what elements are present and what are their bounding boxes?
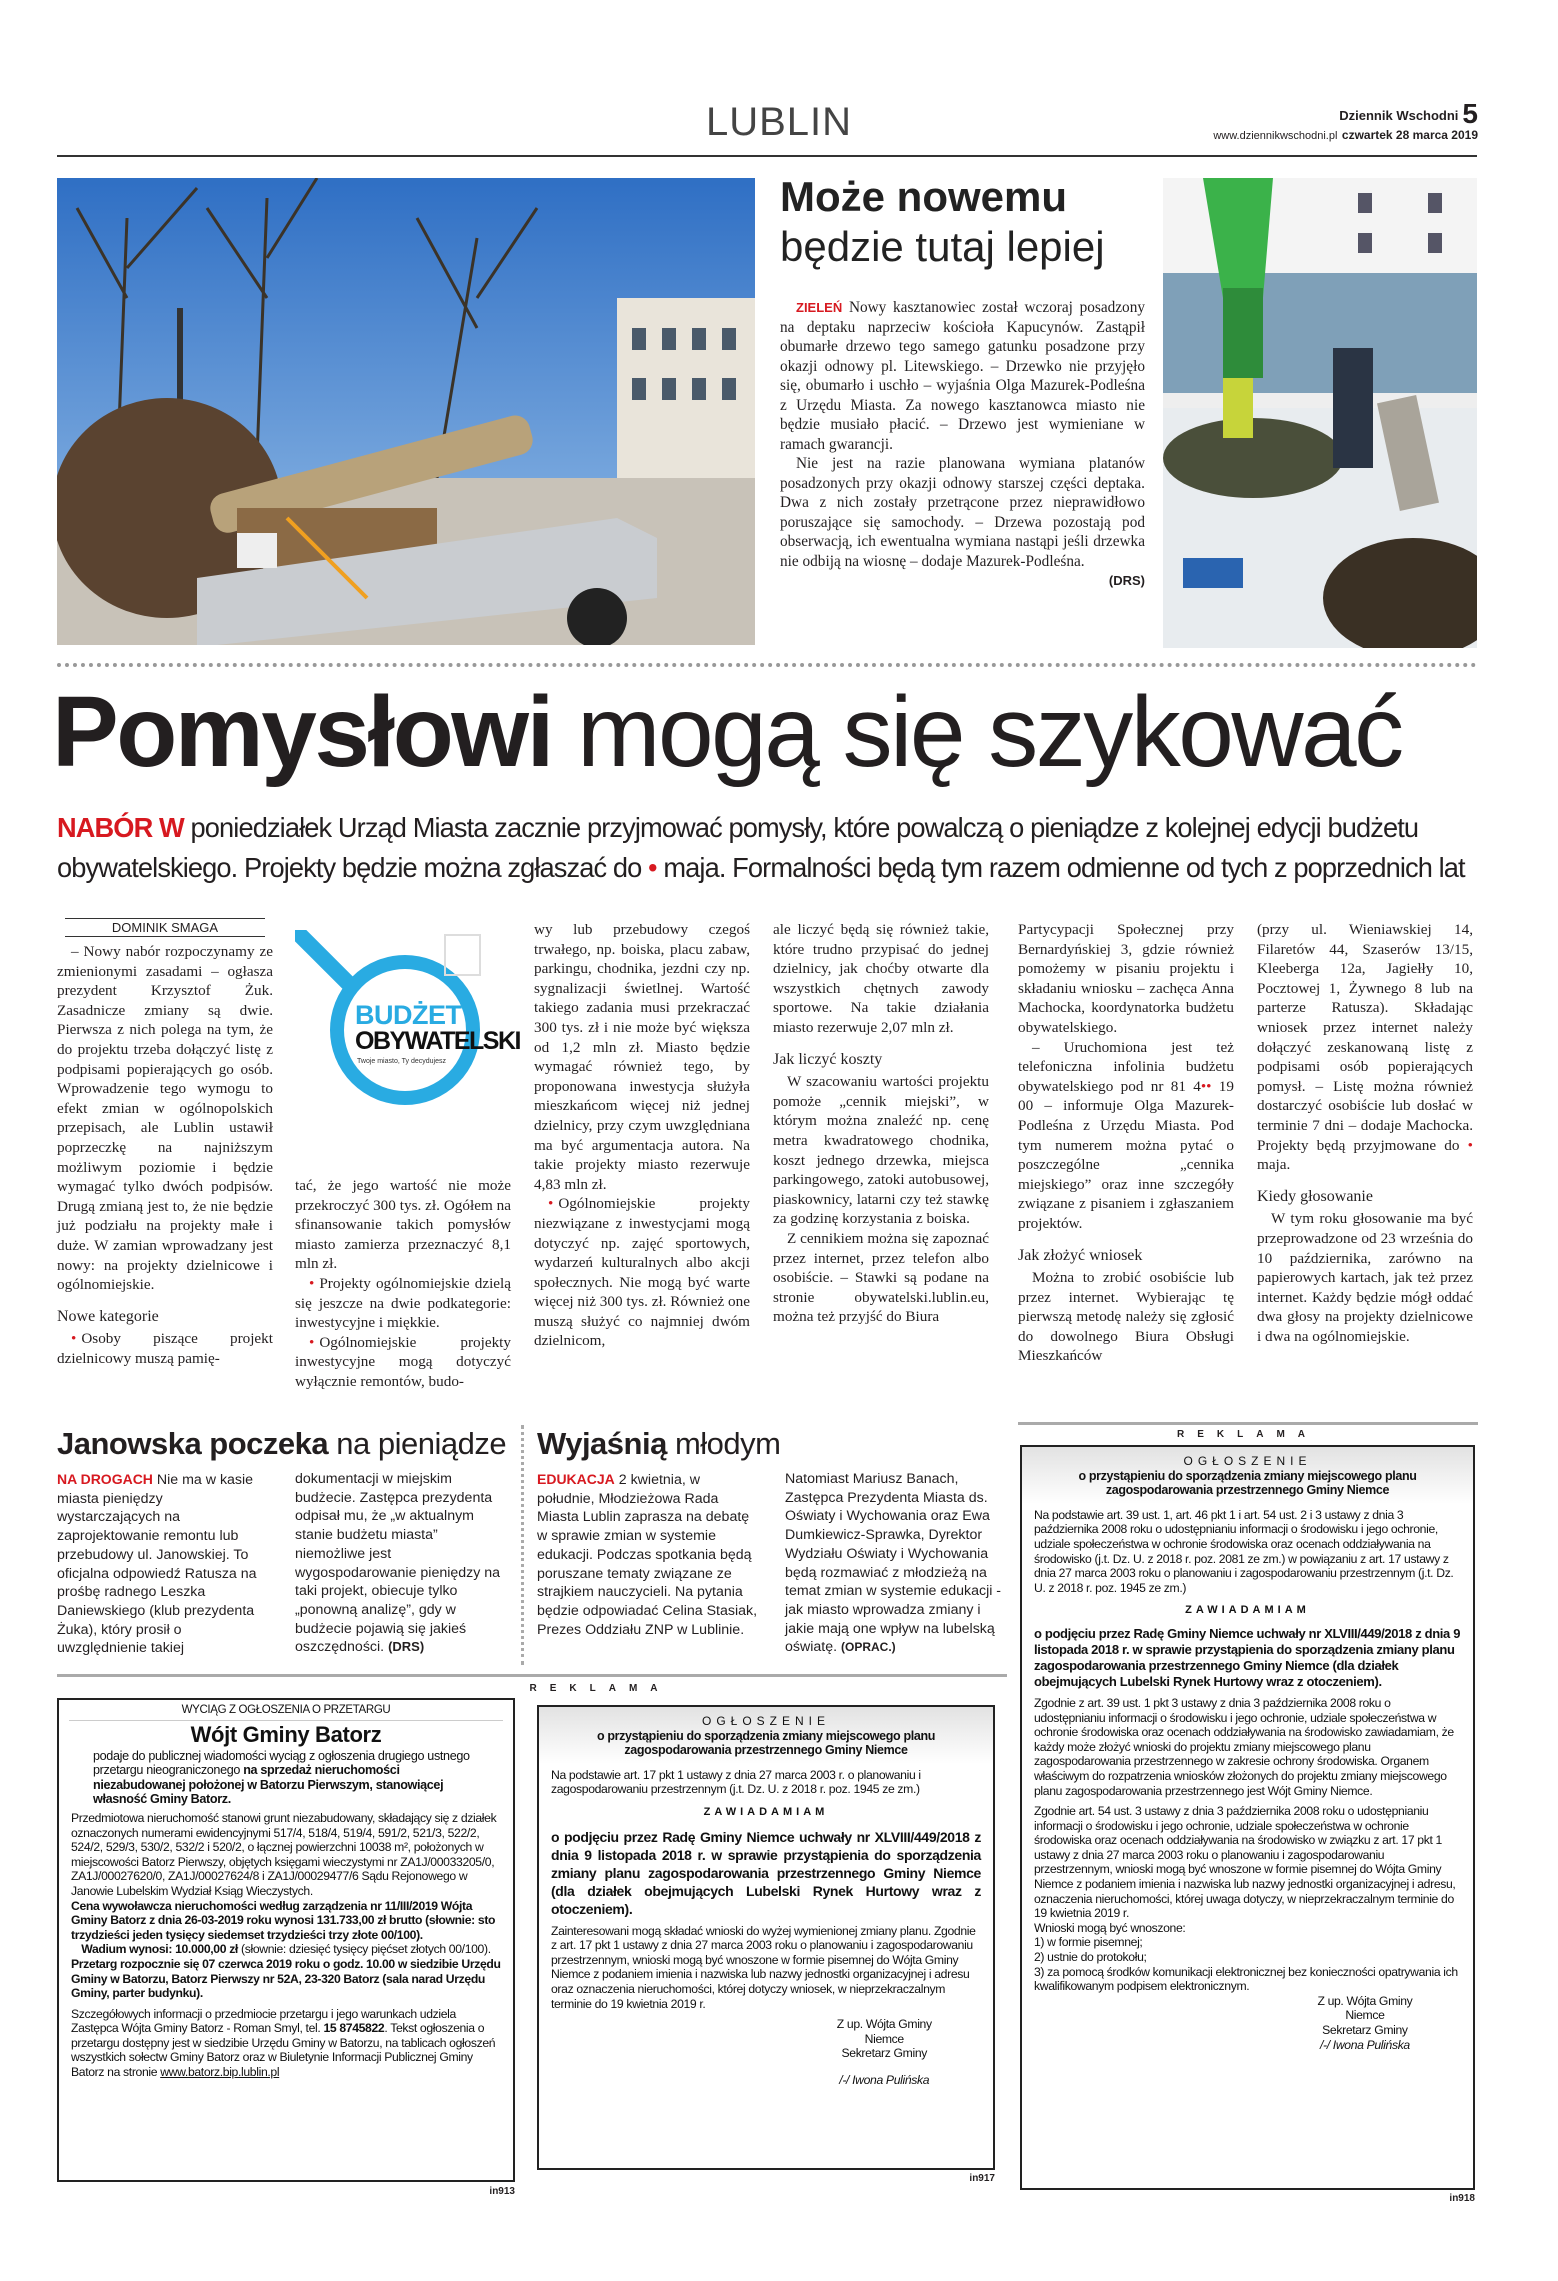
ad3-label: OGŁOSZENIE [701, 1714, 831, 1728]
main-headline-rest: mogą się szykować [577, 676, 1402, 788]
article-column-5 [1018, 920, 1234, 1366]
brief-mlodzi-text: 2 kwietnia, w południe, Młodzieżowa Rada Miasta Lublin zaprasza na debatę w sprawie zmian w systemie edukacji. Podczas spotkania będą poruszane tematy związane ze strajkiem nauczycieli. Na pytania będzie odpowiadać Celina Stasiak, Prezes Oddziału ZNP w Lublinie. Natomiast Mariusz Banach, Zastępca Prezydenta Miasta ds. Oświaty i Wychowania oraz Ewa Dumkiewicz-Sprawka, Dyrektor Wydziału Oświaty i Wychowania będą rozmawiać z młodzieżą na temat zmian w systemie edukacji - jak miasto wprowadza zmiany i jakie mają one wpływ na lubelską oświatę. [537, 1471, 1002, 1656]
brief-mlodzi-signature: (OPRAC.) [841, 1640, 896, 1655]
paragraph: – Uruchomiona jest też telefoniczna infolinia budżetu obywatelskiego pod nr 81 4•• 19 00 – informuje Olga Mazurek-Podleśna z Urzędu Miasta. Pod tym numerem można pytać o poszczególne „cennika miejskiego” oraz inne szczegóły związane z pisaniem i zgłaszaniem projektów. [1018, 1038, 1234, 1232]
main-headline-bold: Pomysłowi [52, 676, 552, 788]
ad2-signature [1269, 1994, 1461, 2052]
ad1-info-2: Tekst ogłoszenia o przetargu dostępny jest w siedzibie Urzędu Gminy w Batorzu, na tablicach ogłoszeń wszystkich sołectw Gminy Batorz oraz w Biuletynie Informacji Publicznej Gminy Batorz na stronie [71, 2021, 496, 2080]
brief-divider [521, 1425, 524, 1665]
ad3-sign-line: Z up. Wójta Gminy [836, 2017, 932, 2032]
main-headline [52, 672, 1402, 792]
red-dot: • [1200, 1077, 1207, 1095]
main-lede [57, 808, 1473, 888]
section-title: LUBLIN [705, 100, 853, 144]
logo-line-2: OBYWATELSKI [355, 1027, 520, 1055]
ad2-list-item: 3) za pomocą środków komunikacji elektronicznej bez konieczności opatrywania ich kwalifikowanym podpisem elektronicznym. [1034, 1964, 1458, 1994]
brief-janowska-signature: (DRS) [388, 1639, 425, 1655]
paragraph: • Osoby piszące projekt dzielnicowy muszą pamię- [57, 1329, 273, 1368]
lede-red-dot: • [648, 852, 657, 883]
subheading: Nowe kategorie [57, 1307, 159, 1325]
ad2-list-item: 2) ustnie do protokołu; [1034, 1950, 1147, 1965]
ad3-basis: Na podstawie art. 17 pkt 1 ustawy z dnia 27 marca 2003 r. o planowaniu i zagospodarowaniu przestrzennym (j.t. Dz. U. z 2018 r. poz. 1945 ze zm.) [551, 1767, 921, 1797]
top-paragraph-2: Nie jest na razie planowana wymiana platanów posadzonych przy okazji odnowy starszej części deptaka. Dwa z nich zostały przetrącone przez nieprawidłowo poruszające się samochody. – Drzewa pozostają pod obserwacją, ich ewentualna wymiana nastąpi jeśli drzewka nie odbiją na wiosnę – dodaje Mazurek-Podleśna. [780, 455, 1145, 570]
ad1-code: in913 [489, 2186, 515, 2197]
article-column-6 [1257, 920, 1473, 1346]
subheading: Jak liczyć koszty [773, 1050, 883, 1068]
brief-mlodzi-headline [537, 1424, 1007, 1464]
ad1-top: WYCIĄG Z OGŁOSZENIA O PRZETARGU [69, 1700, 503, 1721]
ad-niemce-short [537, 1705, 995, 2170]
ad1-info: Szczegółowych informacji o przedmiocie przetargu i jego warunkach udziela Zastępca Wójta Gminy Batorz - Roman Smyl, tel. [71, 2006, 456, 2036]
red-dot: • [1206, 1077, 1212, 1095]
brief-janowska-headline-rest: na pieniądze [336, 1426, 507, 1461]
red-dot: • [1467, 1136, 1473, 1154]
ad1-wadium: Wadium wynosi: 10.000,00 zł [81, 1942, 238, 1957]
ad2-paragraph-2: Zgodnie art. 54 ust. 3 ustawy z dnia 3 października 2008 roku o udostępnianiu informacji o środowisku i jego ochronie, udziale społeczeństwa w ochronie środowiska oraz ocenach oddziaływania na środowisko w związku z art. 17 pkt 1 ustawy z dnia 27 marca 2003 roku o planowaniu i zagospodarowaniu przestrzennym, wnioski mogą być wnoszone w formie pisemnej do Wójta Gminy Niemce z podaniem imienia i nazwiska lub nazwy jednostki organizacyjnej i adresu, oznaczenia nieruchomości, której uwaga dotyczy, w nieprzekraczalnym terminie do 19 kwietnia 2019 r. [1034, 1804, 1456, 1921]
paragraph: Partycypacji Społecznej przy Bernardyńskiej 3, gdzie również pomożemy w pisaniu projektu i składaniu wniosku – zachęca Anna Machocka, koordynatorka budżetu obywatelskiego. [1018, 921, 1234, 1036]
ad2-list-title: Wnioski mogą być wnoszone: [1034, 1920, 1186, 1935]
paragraph: W tym roku głosowanie ma być przeprowadzone od 23 września do 10 października, zarówno na papierowych kartach, jak też przez internet. Każdy będzie mógł oddać dwa głosy na projekty dzielnicowe i dwa na ogólnomiejskie. [1257, 1210, 1473, 1345]
ad3-code: in917 [969, 2173, 995, 2184]
page-number: 5 [1462, 98, 1478, 129]
ad2-title: o przystąpieniu do sporządzenia zmiany miejscowego planu zagospodarowania przestrzennego Gminy Niemce [1078, 1468, 1417, 1498]
ad1-title: Wójt Gminy Batorz [190, 1721, 382, 1747]
paragraph: Z cennikiem można się zapoznać przez internet, przez telefon albo osobiście. – Stawki są podane na stronie obywatelski.lublin.eu, można też przyjść do Biura [773, 1229, 989, 1326]
ad-label-bottom: REKLAMA [529, 1683, 671, 1694]
brief-janowska-text: Nie ma w kasie miasta pieniędzy wystarczających na zaprojektowanie remontu lub przebudowy ul. Janowskiej. To oficjalna odpowiedź Ratusza na prośbę radnego Leszka Daniewskiego (klub prezydenta Żuka), który prosił o uwzględnienie takiej dokumentacji w miejskim budżecie. Zastępca prezydenta odpisał mu, że „w aktualnym stanie budżetu miasta” niemożliwe jest wygospodarowanie pieniędzy na taki projekt, obiecuje tylko „ponowną analizę”, gdy w budżecie pojawią się jakieś oszczędności. [57, 1471, 501, 1657]
lede-kicker: NABÓR W [57, 812, 184, 843]
ad1-intro-bold: na sprzedaż nieruchomości niezabudowanej położonej w Batorzu Pierwszym, stanowiącej własność Gminy Batorz. [93, 1763, 444, 1807]
paragraph: • Ogólnomiejskie projekty niezwiązane z inwestycjami mogą dotyczyć np. zajęć sportowych, wydarzeń kulturalnych albo akcji społecznych. Nie mogą być warte więcej niż 300 tys. zł. Również one muszą służyć co najmniej dwóm dzielnicom, [534, 1194, 750, 1351]
brief-janowska-headline [57, 1424, 507, 1464]
issue-date: czwartek 28 marca 2019 [1341, 128, 1478, 142]
ad3-sign-name: /-/ Iwona Pulińska [839, 2072, 930, 2087]
lede-part-2: maja. Formalności będą tym razem odmienne od tych z poprzednich lat [663, 852, 1465, 883]
header-rule [57, 155, 1477, 157]
logo-line-1: BUDŻET [355, 1000, 462, 1030]
article-column-4 [773, 920, 989, 1327]
ad2-resolution: o podjęciu przez Radę Gminy Niemce uchwały nr XLVIII/449/2018 z dnia 9 listopada 2018 r. w sprawie przystąpienia do sporządzenia zmiany planu zagospodarowania przestrzennego Gminy Niemce (dla działek obejmujących Lubelski Rynek Hurtowy wraz z otoczeniem). [1034, 1625, 1461, 1689]
ad3-body: Zainteresowani mogą składać wnioski do wyżej wymienionej zmiany planu. Zgodnie z art. 17 pkt 1 ustawy z dnia 27 marca 2003 roku o planowaniu i zagospodarowaniu przestrzennym, wnioski mogą być wnoszone w formie pisemnej do Wójta Gminy Niemce z podaniem imienia i nazwiska lub nazwy jednostki organizacyjnej i adresu oraz oznaczenia nieruchomości, której dotyczy wniosek, w nieprzekraczalnym terminie do 19 kwietnia 2019 r. [551, 1923, 976, 2011]
ad2-sign-line: Z up. Wójta Gminy [1317, 1993, 1413, 2008]
ad-top-rule [1018, 1422, 1478, 1425]
top-story-body [780, 298, 1145, 591]
budzet-obywatelski-logo [295, 930, 520, 1110]
paper-name: Dziennik Wschodni [1339, 108, 1459, 123]
top-headline-rest: będzie tutaj lepiej [780, 223, 1105, 270]
ad1-wadium-words: (słownie: dziesięć tysięcy pięćset złotych 00/100). [241, 1942, 491, 1957]
paragraph: ale liczyć będą się również takie, które trudno przypisać do jednej dzielnicy, jak choćby otwarte dla wszystkich chętnych zawody sportowe. Na takie działania miasto rezerwuje 2,07 mln zł. [773, 921, 989, 1036]
ad2-basis: Na podstawie art. 39 ust. 1, art. 46 pkt 1 i art. 54 ust. 2 i 3 ustawy z dnia 3 października 2008 roku o udostępnianiu informacji o środowisku i jego ochronie, udziale społeczeństwa w ochronie środowiska oraz ocenach oddziaływania na środowisko (j.t. Dz. U. z 2018 r. poz. 2081 ze zm.) w powiązaniu z art. 17 ustawy z dnia 27 marca 2003 roku o planowaniu i zagospodarowaniu przestrzennym (j.t. Dz. U. z 2018 r. poz. 1945 ze zm.) [1034, 1507, 1454, 1595]
ad3-sign-line: Niemce [864, 2031, 904, 2046]
photo-workers-planting [1163, 178, 1477, 648]
briefs-bottom-rule [57, 1674, 1007, 1677]
ad1-intro: podaje do publicznej wiadomości wyciąg z ogłoszenia drugiego ustnego przetargu nieograniczonego [93, 1748, 470, 1778]
ad2-zawiadamiam: ZAWIADAMIAM [1185, 1604, 1310, 1617]
paragraph: Można to zrobić osobiście lub przez internet. Wybierając tę pierwszą metodę należy się zgłosić do dowolnego Biura Obsługi Mieszkańców [1018, 1269, 1234, 1365]
paragraph: – Nowy nabór rozpoczynamy ze zmienionymi zasadami – ogłasza prezydent Krzysztof Żuk. Zasadnicze zmiany są dwie. Pierwsza z nich polega na tym, że do projektu trzeba dołączyć listę z podpisami popierających go osób. Wprowadzenie tego wymogu to efekt zmian w ogólnopolskich przepisach, ale Lublin ustawił poprzeczkę na najniższym możliwym poziomie i będzie wymagać tylko dwóch podpisów. Drugą zmianą jest to, że nie będzie już podziału na projekty małe i duże. W zamian wprowadzany jest nowy: na projekty dzielnicowe i ogólnomiejskie. [57, 943, 273, 1294]
ad2-sign-line: Sekretarz Gminy [1322, 2023, 1408, 2037]
ad2-code: in918 [1449, 2193, 1475, 2204]
ad1-date: Przetarg rozpocznie się 07 czerwca 2019 roku o godz. 10.00 w siedzibie Urzędu Gminy w Batorzu, Batorz Pierwszy nr 52A, 23-320 Batorz (sala narad Urzędu Gminy, parter budynku). [71, 1956, 501, 2001]
brief-mlodzi [537, 1424, 1007, 1657]
top-kicker: ZIELEŃ [796, 300, 843, 315]
ad-label-right: REKLAMA [1177, 1429, 1318, 1440]
subheading: Jak złożyć wniosek [1018, 1246, 1143, 1264]
subheading: Kiedy głosowanie [1257, 1187, 1373, 1205]
article-column-3 [534, 920, 750, 1351]
paragraph: tać, że jego wartość nie może przekroczyć 300 tys. zł. Ogółem na sfinansowanie takich pomysłów miasto zamierza przeznaczyć 8,1 mln zł. [295, 1177, 511, 1273]
ad3-zawiadamiam: ZAWIADAMIAM [703, 1805, 829, 1818]
top-signature: (DRS) [1108, 573, 1145, 588]
photo-chestnut-tree-truck [57, 178, 755, 645]
article-column-1 [57, 942, 273, 1368]
ad1-paragraph: Przedmiotowa nieruchomość stanowi grunt niezabudowany, składający się z działek oznaczonych numerami ewidencyjnymi 517/4, 518/4, 519/4, 591/2, 521/3, 522/2, 524/2, 529/3, 530/2, 532/2 i 520/2, o łącznej powierzchni 10038 m², położonych w miejscowości Batorz Pierwszy, objętych księgami wieczystymi nr ZA1J/00033205/0, ZA1J/00027620/0, ZA1J/00027624/8 i ZA1J/00029477/6 Sądu Rejonowego w Janowie Lubelskim Wydział Ksiąg Wieczystych. [71, 1810, 497, 1898]
paragraph: • Ogólnomiejskie projekty inwestycyjne mogą dotyczyć wyłącznie remontów, budo- [295, 1333, 511, 1392]
paragraph: • Projekty ogólnomiejskie dzielą się jeszcze na dwie podkategorie: inwestycyjne i miękkie. [295, 1274, 511, 1333]
site-link[interactable]: www.dziennikwschodni.pl [1213, 130, 1338, 142]
top-story-headline [780, 172, 1150, 272]
ad3-resolution: o podjęciu przez Radę Gminy Niemce uchwały nr XLVIII/449/2018 z dnia 9 listopada 2018 r. w sprawie przystąpienia do sporządzenia zmiany planu zagospodarowania przestrzennego Gminy Niemce (dla działek obejmujących Lubelski Rynek Hurtowy wraz z otoczeniem). [551, 1828, 981, 1917]
ad2-sign-name: /-/ Iwona Pulińska [1319, 2037, 1410, 2052]
brief-mlodzi-headline-rest: młodym [674, 1426, 781, 1461]
paragraph: W szacowaniu wartości projektu pomoże „cennik miejski”, w którym można znaleźć np. cenę metra kwadratowego chodnika, koszt jednego drzewka, miejsca parkingowego, zatoki autobusowej, piaskownicy, latarni czy też stawkę za godzinę korzystania z boiska. [773, 1073, 989, 1228]
masthead [1213, 98, 1478, 144]
ad1-price: Cena wywoławcza nieruchomości według zarządzenia nr 11/III/2019 Wójta Gminy Batorz z dnia 26-03-2019 roku wynosi 131.733,00 zł brutto (słownie: sto trzydzieści jeden tysięcy siedemset trzydzieści trzy złote 00/100). [71, 1898, 496, 1942]
ad3-sign-line: Sekretarz Gminy [841, 2046, 927, 2061]
brief-mlodzi-kicker: EDUKACJA [537, 1471, 615, 1487]
brief-mlodzi-headline-bold: Wyjaśnią [537, 1426, 667, 1461]
logo-tagline: Twoje miasto, Ty decydujesz [357, 1058, 446, 1065]
paragraph: wy lub przebudowy czegoś trwałego, np. boiska, placu zabaw, parkingu, chodnika, jezdni czy np. sygnalizacji świetlnej. Wartość takiego zadania musi przekraczać 300 tys. zł i nie może być większa od 1,2 mln zł. Miasto będzie wymagać również tego, by proponowana inwestycja służyła mieszkańcom więcej niż jednej dzielnicy, przy czym uwzględniana ma być argumentacja autora. Na takie projekty miasto rezerwuje 4,83 mln zł. [534, 921, 750, 1193]
paragraph: (przy ul. Wieniawskiej 14, Filaretów 44, Szaserów 13/15, Kleeberga 12a, Jagiełły 10, Pocztowej 1, Żywnego 8 lub na parterze Ratusza). Składając wniosek przez internet należy dołączyć zeskanowaną listę z podpisami osób popierających pomysł. – Listę można również dostarczyć osobiście lub dosłać w terminie 7 dni – dodaje Machocka. Projekty będą przyjmowane do • maja. [1257, 921, 1473, 1174]
brief-janowska-kicker: NA DROGACH [57, 1471, 153, 1487]
ad2-sign-line: Niemce [1345, 2008, 1385, 2023]
ad-niemce-full [1020, 1445, 1475, 2190]
ad3-title: o przystąpieniu do sporządzenia zmiany miejscowego planu zagospodarowania przestrzennego Gminy Niemce [596, 1728, 936, 1758]
ad3-signature [788, 2017, 982, 2087]
brief-janowska [57, 1424, 507, 1658]
ad2-list-item: 1) w formie pisemnej; [1034, 1935, 1143, 1950]
ad1-phone: 15 8745822 [323, 2021, 385, 2036]
brief-janowska-headline-bold: Janowska poczeka [57, 1426, 329, 1461]
ad-batorz: WYCIĄG Z OGŁOSZENIA O PRZETARGU Wójt Gminy Batorz podaje do publicznej wiadomości wyciąg z ogłoszenia drugiego ustnego przetargu nieograniczonego na sprzedaż nieruchomości niezabudowanej położonej w Batorzu Pierwszym, stanowiącej własność Gminy Batorz. Przedmiotowa nieruchomość stanowi grunt niezabudowany, składający się z działek oznaczonych numerami ewidencyjnymi 517/4, 518/4, 519/4, 591/2, 521/3, 522/2, 524/2, 529/3, 530/2, 532/2 i 520/2, o łącznej powierzchni 10038 m², położonych w miejscowości Batorz Pierwszy, objętych księgami wieczystymi nr ZA1J/00033205/0, ZA1J/00027620/0, ZA1J/00027624/8 i ZA1J/00029477/6 Sądu Rejonowego w Janowie Lubelskim Wydział Ksiąg Wieczystych. Cena wywoławcza nieruchomości według zarządzenia nr 11/III/2019 Wójta Gminy Batorz z dnia 26-03-2019 roku wynosi 131.733,00 zł brutto (słownie: sto trzydzieści jeden tysięcy siedemset trzydzieści trzy złote 00/100). Wadium wynosi: 10.000,00 zł (słownie: dziesięć tysięcy pięćset złotych 00/100). Przetarg rozpocznie się 07 czerwca 2019 roku o godz. 10.00 w siedzibie Urzędu Gminy w Batorzu, Batorz Pierwszy nr 52A, 23-320 Batorz (sala narad Urzędu Gminy, parter budynku). Szczegółowych informacji o przedmiocie przetargu i jego warunkach udziela Zastępca Wójta Gminy Batorz - Roman Smyl, tel. 15 8745822. Tekst ogłoszenia o przetargu dostępny jest w siedzibie Urzędu Gminy w Batorzu, na tablicach ogłoszeń wszystkich sołectw Gminy Batorz oraz w Biuletynie Informacji Publicznej Gminy Batorz na stronie www.batorz.bip.lublin.pl [57, 1698, 515, 2182]
top-headline-bold: Może nowemu [780, 173, 1068, 220]
ad2-paragraph-1: Zgodnie z art. 39 ust. 1 pkt 3 ustawy z dnia 3 października 2008 roku o udostępnianiu informacji o środowisku i jego ochronie, udziale społeczeństwa w ochronie środowiska oraz ocenach oddziaływania na środowisko zawiadamiam, że każdy może złożyć wnioski do projektu zmiany miejscowego planu zagospodarowania przestrzennego w zakresie ochrony środowiska. Organem właściwym do rozpatrzenia wniosków złożonych do projektu zmiany miejscowego planu zagospodarowania przestrzennego jest Wójt Gminy Niemce. [1034, 1695, 1454, 1798]
ad1-link[interactable]: www.batorz.bip.lublin.pl [160, 2065, 280, 2080]
top-paragraph-1: Nowy kasztanowiec został wczoraj posadzony na deptaku naprzeciw kościoła Kapucynów. Zastąpił obumarłe drzewo tego samego gatunku posadzone przy okazji odnowy pl. Litewskiego. – Drzewko nie przyjęło się, obumarło i uschło – wyjaśnia Olga Mazurek-Podleśna z Urzędu Miasta. Za nowego kasztanowca miasto nie będzie musiało płacić. – Drzewo jest wymieniane w ramach gwarancji. [780, 299, 1146, 453]
ad2-label: OGŁOSZENIE [1183, 1454, 1312, 1468]
author-byline: DOMINIK SMAGA [65, 918, 265, 937]
lede-part-1: poniedziałek Urząd Miasta zacznie przyjmować pomysły, które powalczą o pieniądze z kolejnej edycji budżetu obywatelskiego. Projekty będzie można zgłaszać do [57, 812, 1419, 883]
dotted-divider [57, 663, 1477, 667]
article-column-2 [295, 1176, 511, 1392]
